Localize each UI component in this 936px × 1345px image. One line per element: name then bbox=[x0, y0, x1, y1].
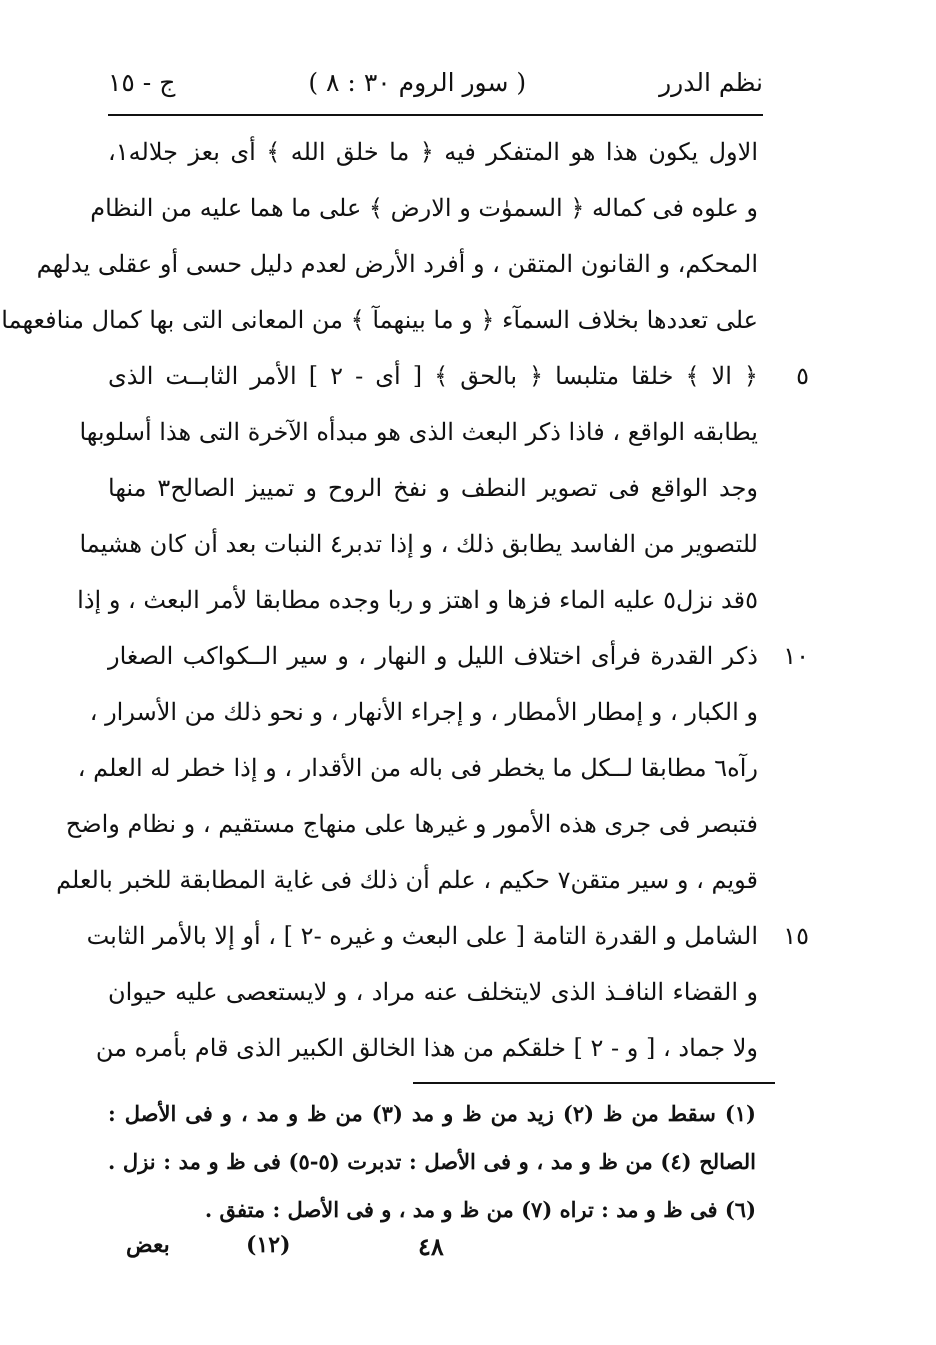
text-line: و علوه فى كماله ﴿ السموٰت و الارض ﴾ على ما هما عليه من النظام bbox=[90, 194, 758, 222]
text-line: الشامل و القدرة التامة [ على البعث و غيره -٢ ] ، أو إلا بالأمر الثابت bbox=[86, 922, 758, 950]
catchword: بعض bbox=[126, 1232, 170, 1258]
footnote-rule bbox=[413, 1082, 775, 1084]
text-line: الاول يكون هذا هو المتفكر فيه ﴿ ما خلق الله ﴾ أى بعز جلاله١، bbox=[108, 138, 758, 166]
text-line: على تعددها بخلاف السمآء ﴿ و ما بينهمآ ﴾ من المعانى التى بها كمال منافعهما bbox=[1, 306, 758, 334]
text-line: للتصوير من الفاسد يطابق ذلك ، و إذا تدبر٤ النبات بعد أن كان هشيما bbox=[79, 530, 758, 558]
surah-reference: ( سور الروم ٣٠ : ٨ ) bbox=[308, 67, 527, 97]
text-line: المحكم، و القانون المتقن ، و أفرد الأرض لعدم دليل حسى أو عقلى يدلهم bbox=[36, 250, 758, 278]
text-line: فتبصر فى جرى هذه الأمور و غيرها على منهاج مستقيم ، و نظام واضح bbox=[65, 810, 758, 838]
text-line: يطابقه الواقع ، فاذا ذكر البعث الذى هو مبدأه الآخرة التى هذا أسلوبها bbox=[79, 418, 758, 446]
text-line: وجد الواقع فى تصوير النطف و نفخ الروح و تمييز الصالح٣ منها bbox=[108, 474, 759, 502]
footnote-line: (٦) فى ظ و مد : تراه (٧) من ظ و مد ، و فى الأصل : متفق . bbox=[204, 1197, 756, 1222]
line-number: ٥ bbox=[796, 362, 809, 390]
footnote-line: (١) سقط من ظ (٢) زيد من ظ و مد (٣) من ظ و مد ، و فى الأصل : bbox=[108, 1101, 756, 1126]
line-number: ١٥ bbox=[783, 922, 809, 950]
footnote-line: الصالح (٤) من ظ و مد ، و فى الأصل : تدبرت (٥-٥) فى ظ و مد : نزل . bbox=[108, 1149, 756, 1174]
text-line: ذكر القدرة فرأى اختلاف الليل و النهار ، و سير الــكواكب الصغار bbox=[108, 642, 758, 670]
line-number: ١٠ bbox=[783, 642, 809, 670]
page-number: ٤٨ bbox=[418, 1232, 444, 1261]
page-footer bbox=[108, 1232, 763, 1272]
text-line: و القضاء النافـذ الذى لايتخلف عنه مراد ، و لايستعصى عليه حيوان bbox=[108, 978, 758, 1006]
text-line: ولا جماد ، [ و - ٢ ] خلقكم من هذا الخالق الكبير الذى قام بأمره من bbox=[95, 1034, 758, 1062]
text-line: و الكبار ، و إمطار الأمطار ، و إجراء الأنهار ، و نحو ذلك من الأسرار ، bbox=[89, 698, 758, 726]
volume-label: ج - ١٥ bbox=[108, 67, 176, 97]
text-line: ٥قد نزل٥ عليه الماء فزها و اهتز و ربا وجده مطابقا لأمر البعث ، و إذا bbox=[77, 586, 758, 614]
book-title: نظم الدرر bbox=[659, 67, 763, 97]
signature-mark: (١٢) bbox=[246, 1232, 291, 1258]
text-line: رآه٦ مطابقا لــكل ما يخطر فى باله من الأقدار ، و إذا خطر له العلم ، bbox=[77, 754, 758, 782]
text-line: قويم ، و سير متقن٧ حكيم ، علم أن ذلك فى غاية المطابقة للخبر بالعلم bbox=[56, 866, 758, 894]
text-line: ﴿ الا ﴾ خلقا متلبسا ﴿ بالحق ﴾ [ أى - ٢ ] الأمر الثابــت الذى bbox=[108, 362, 758, 390]
